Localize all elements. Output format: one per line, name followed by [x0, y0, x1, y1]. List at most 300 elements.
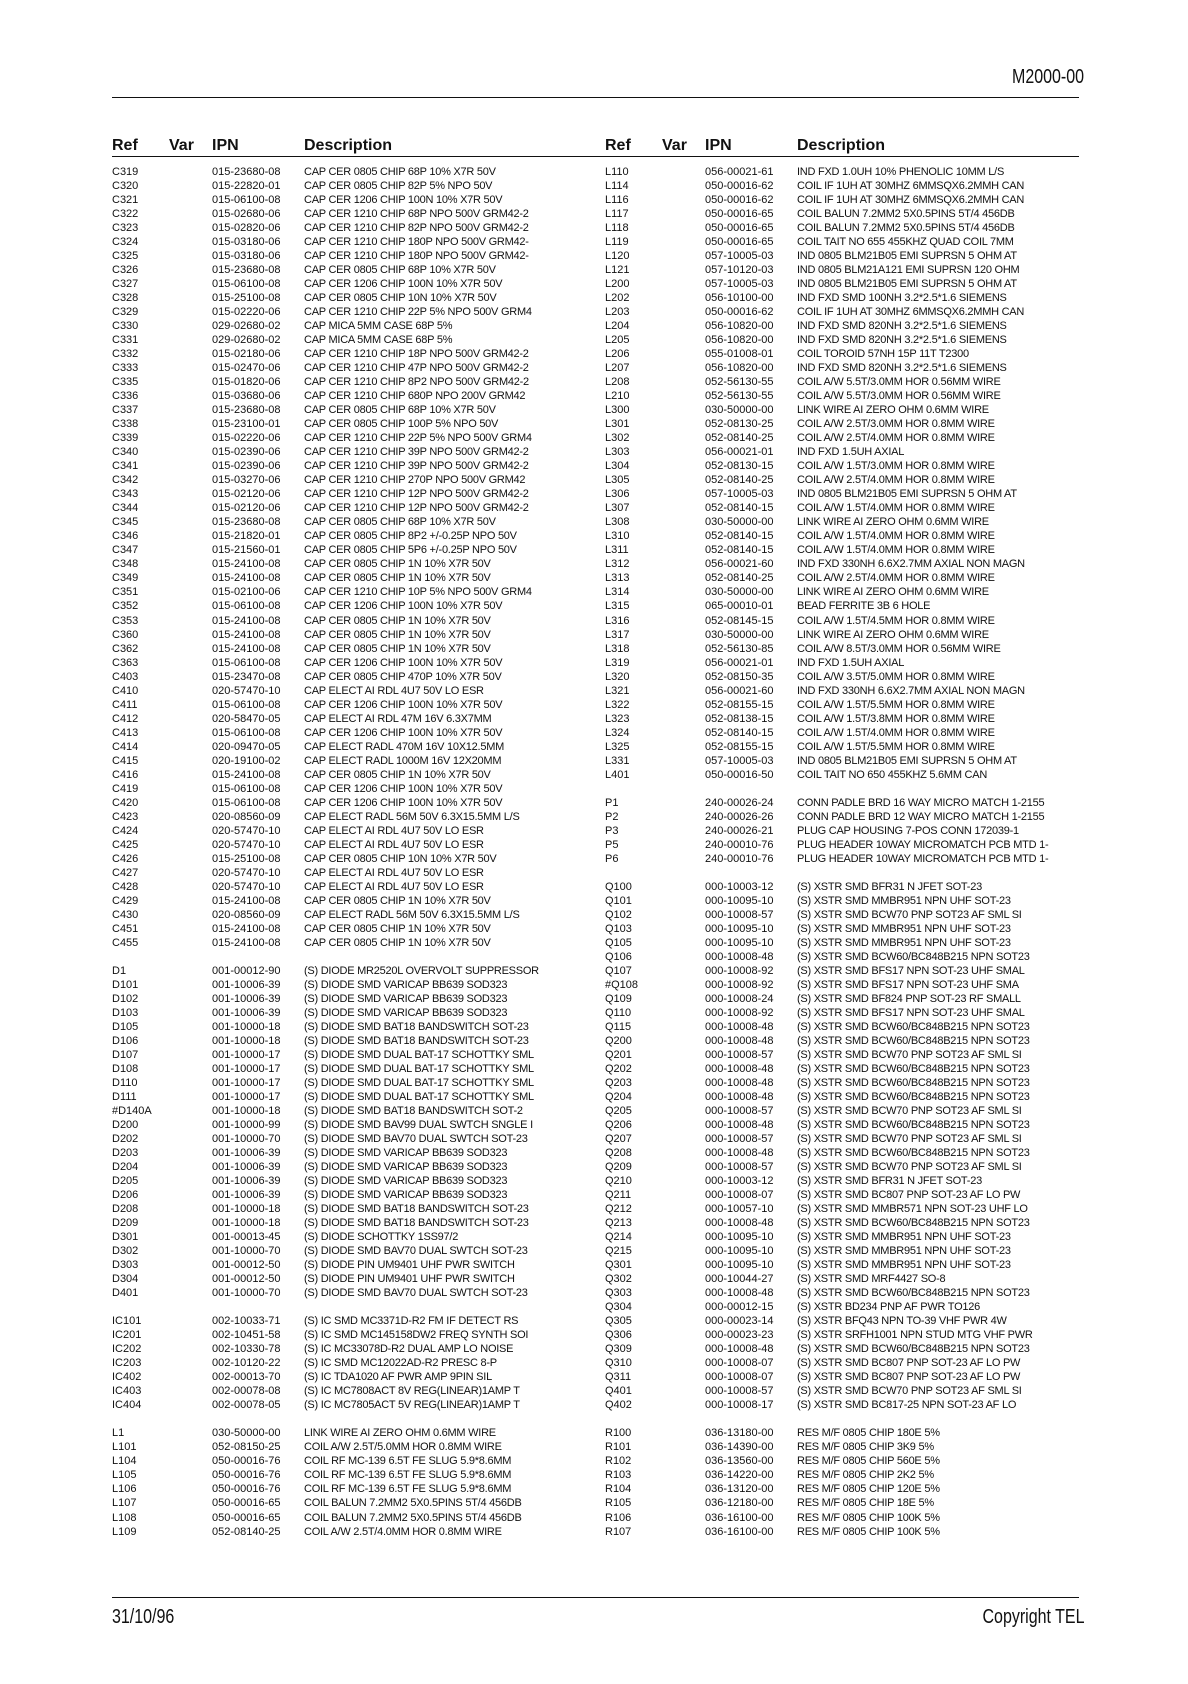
- table-row: [112, 1216, 597, 1230]
- table-row: [605, 852, 1090, 866]
- part-ref: L302: [605, 432, 630, 445]
- part-var: [662, 992, 705, 1006]
- part-var: [662, 1076, 705, 1090]
- part-ipn: 002-10120-22: [212, 1357, 281, 1370]
- table-row: [605, 908, 1090, 922]
- part-ipn: 050-00016-76: [212, 1469, 281, 1482]
- part-var: [662, 165, 705, 179]
- table-row: [112, 193, 597, 207]
- part-ipn: 015-02180-06: [212, 348, 281, 361]
- part-ipn: 052-08145-15: [705, 614, 774, 627]
- part-ipn: 001-10000-18: [212, 1203, 281, 1216]
- part-description: (S) IC SMD MC145158DW2 FREQ SYNTH SOI: [304, 1329, 529, 1342]
- part-ipn: 000-10008-07: [705, 1357, 774, 1370]
- part-var: [662, 936, 705, 950]
- part-description: COIL A/W 5.5T/3.0MM HOR 0.56MM WIRE: [797, 376, 1001, 389]
- table-row: [112, 557, 597, 571]
- part-var: [662, 515, 705, 529]
- part-var: [662, 1146, 705, 1160]
- part-var: [169, 487, 212, 501]
- part-var: [169, 1370, 212, 1384]
- part-description: CAP CER 1210 CHIP 47P NPO 500V GRM42-2: [304, 362, 529, 375]
- part-ref: Q109: [605, 992, 632, 1005]
- part-var: [662, 712, 705, 726]
- part-ipn: 000-10008-48: [705, 1077, 774, 1090]
- part-var: [169, 1398, 212, 1412]
- part-description: (S) IC MC33078D-R2 DUAL AMP LO NOISE: [304, 1343, 514, 1356]
- table-row: [112, 1496, 597, 1510]
- part-description: CAP CER 0805 CHIP 1N 10% X7R 50V: [304, 936, 491, 949]
- part-ref: L301: [605, 418, 630, 431]
- table-row: [112, 1076, 597, 1090]
- table-row: [605, 445, 1090, 459]
- part-ipn: 050-00016-62: [705, 180, 774, 193]
- part-var: [169, 670, 212, 684]
- part-ref: D302: [112, 1245, 139, 1258]
- part-ref: R102: [605, 1455, 632, 1468]
- part-ref: D203: [112, 1147, 139, 1160]
- part-description: CAP CER 1210 CHIP 22P 5% NPO 500V GRM4: [304, 432, 532, 445]
- part-ref: P2: [605, 810, 619, 823]
- footer-copyright: Copyright TEL: [982, 1606, 1084, 1628]
- part-ref: L316: [605, 614, 630, 627]
- part-ipn: [705, 866, 797, 880]
- part-var: [662, 1244, 705, 1258]
- part-description: IND 0805 BLM21A121 EMI SUPRSN 120 OHM: [797, 264, 1020, 277]
- part-var: [169, 1286, 212, 1300]
- table-row: [605, 978, 1090, 992]
- part-ref: C424: [112, 824, 139, 837]
- part-var: [662, 1384, 705, 1398]
- table-row: [605, 403, 1090, 417]
- part-ref: L207: [605, 362, 630, 375]
- part-ipn: 015-03180-06: [212, 236, 281, 249]
- part-ipn: 015-06100-08: [212, 782, 281, 795]
- part-description: BEAD FERRITE 3B 6 HOLE: [797, 600, 931, 613]
- table-row: [605, 1202, 1090, 1216]
- part-ref: C411: [112, 698, 138, 711]
- part-ipn: 015-06100-08: [212, 194, 281, 207]
- part-description: IND 0805 BLM21B05 EMI SUPRSN 5 OHM AT: [797, 488, 1017, 501]
- table-row: [605, 1090, 1090, 1104]
- part-ipn: 000-10008-92: [705, 1006, 774, 1019]
- part-var: [169, 880, 212, 894]
- part-ipn: 036-13180-00: [705, 1427, 774, 1440]
- part-ipn: 015-06100-08: [212, 796, 281, 809]
- part-var: [662, 950, 705, 964]
- part-var: [662, 1482, 705, 1496]
- part-ref: C430: [112, 908, 139, 921]
- table-row: [605, 1230, 1090, 1244]
- part-description: RES M/F 0805 CHIP 2K2 5%: [797, 1469, 934, 1482]
- table-row: [112, 740, 597, 754]
- part-ipn: 015-06100-08: [212, 278, 281, 291]
- table-row: [605, 291, 1090, 305]
- part-description: PLUG HEADER 10WAY MICROMATCH PCB MTD 1-: [797, 838, 1049, 851]
- table-row: [112, 670, 597, 684]
- part-var: [169, 656, 212, 670]
- part-var: [662, 193, 705, 207]
- part-description: CAP CER 1210 CHIP 39P NPO 500V GRM42-2: [304, 460, 529, 473]
- part-var: [169, 866, 212, 880]
- part-ref: Q203: [605, 1077, 632, 1090]
- part-description: (S) XSTR SMD BCW70 PNP SOT23 AF SML SI: [797, 908, 1022, 921]
- part-var: [169, 1160, 212, 1174]
- part-var: [169, 1118, 212, 1132]
- part-var: [169, 838, 212, 852]
- part-ref: C320: [112, 180, 139, 193]
- header-var: Var: [662, 136, 687, 154]
- part-var: [662, 656, 705, 670]
- part-ref: D108: [112, 1063, 139, 1075]
- part-var: [169, 810, 212, 824]
- part-var: [169, 599, 212, 613]
- table-row: [112, 1146, 597, 1160]
- part-ipn: 020-57470-10: [212, 880, 281, 893]
- table-row: [112, 1286, 597, 1300]
- part-description: CAP ELECT RADL 56M 50V 6.3X15.5MM L/S: [304, 908, 520, 921]
- part-ipn: 036-13120-00: [705, 1483, 774, 1496]
- part-ref: Q204: [605, 1091, 632, 1104]
- part-description: (S) DIODE SMD VARICAP BB639 SOD323: [304, 1189, 508, 1202]
- part-ref: L202: [605, 292, 630, 305]
- part-ipn: 052-08140-25: [705, 474, 774, 487]
- part-ref: L108: [112, 1511, 137, 1524]
- part-var: [169, 179, 212, 193]
- table-row: [605, 557, 1090, 571]
- table-row: [605, 712, 1090, 726]
- table-row: [605, 193, 1090, 207]
- part-var: [662, 810, 705, 824]
- part-ipn: 001-00012-90: [212, 964, 281, 977]
- part-var: [662, 1034, 705, 1048]
- part-ref: IC203: [112, 1357, 142, 1370]
- part-description: COIL A/W 1.5T/5.5MM HOR 0.8MM WIRE: [797, 740, 995, 753]
- part-var: [662, 1090, 705, 1104]
- part-ref: R101: [605, 1441, 632, 1454]
- table-row: [605, 1440, 1090, 1454]
- table-row: [112, 571, 597, 585]
- part-ipn: 001-10000-18: [212, 1034, 281, 1047]
- part-ref: Q301: [605, 1259, 632, 1272]
- part-ipn: 056-00021-60: [705, 684, 774, 697]
- table-row: [112, 389, 597, 403]
- part-ref: IC402: [112, 1371, 142, 1384]
- part-var: [169, 936, 212, 950]
- part-ref: D110: [112, 1077, 138, 1090]
- table-row: [605, 1160, 1090, 1174]
- part-ref: L119: [605, 236, 629, 249]
- part-var: [662, 529, 705, 543]
- table-row: [605, 1426, 1090, 1440]
- part-var: [662, 389, 705, 403]
- part-ref: D1: [112, 964, 127, 977]
- part-description: CAP CER 0805 CHIP 68P 10% X7R 50V: [304, 516, 496, 529]
- part-ipn: 015-21560-01: [212, 544, 281, 557]
- part-var: [662, 347, 705, 361]
- table-row: [112, 1202, 597, 1216]
- table-row: [112, 1412, 597, 1426]
- table-row: [605, 389, 1090, 403]
- part-var: [169, 515, 212, 529]
- part-var: [662, 670, 705, 684]
- table-row: [112, 922, 597, 936]
- part-description: COIL A/W 1.5T/4.0MM HOR 0.8MM WIRE: [797, 530, 995, 543]
- part-var: [169, 1454, 212, 1468]
- table-row: [605, 1132, 1090, 1146]
- table-row: [605, 838, 1090, 852]
- part-ref: L312: [605, 558, 630, 571]
- part-var: [169, 403, 212, 417]
- part-var: [662, 207, 705, 221]
- table-row: [605, 740, 1090, 754]
- part-ref: C343: [112, 488, 139, 501]
- part-ipn: 052-08140-25: [212, 1525, 281, 1538]
- table-row: [112, 1525, 597, 1539]
- part-var: [662, 740, 705, 754]
- part-var: [169, 1146, 212, 1160]
- part-ref: C428: [112, 880, 139, 893]
- part-ipn: 001-10006-39: [212, 1006, 281, 1019]
- part-description: (S) XSTR SMD BC817-25 NPN SOT-23 AF LO: [797, 1399, 1017, 1412]
- part-var: [662, 796, 705, 810]
- table-row: [112, 585, 597, 599]
- part-ref: [605, 782, 662, 796]
- part-ref: Q215: [605, 1245, 632, 1258]
- table-row: [112, 221, 597, 235]
- table-row: [605, 487, 1090, 501]
- part-var: [662, 501, 705, 515]
- part-ref: Q304: [605, 1301, 632, 1314]
- part-description: (S) XSTR SMD BCW60/BC848B215 NPN SOT23: [797, 1343, 1030, 1356]
- part-ipn: 052-56130-55: [705, 390, 774, 403]
- table-row: [112, 628, 597, 642]
- part-ref: C455: [112, 936, 139, 949]
- part-var: [662, 1496, 705, 1510]
- part-ref: L320: [605, 670, 630, 683]
- part-var: [169, 964, 212, 978]
- part-ref: L315: [605, 600, 630, 613]
- part-var: [169, 894, 212, 908]
- part-var: [662, 305, 705, 319]
- part-ipn: 030-50000-00: [705, 516, 774, 529]
- part-description: CAP CER 0805 CHIP 68P 10% X7R 50V: [304, 166, 496, 178]
- part-ref: L118: [605, 222, 629, 235]
- part-ref: L210: [605, 390, 630, 403]
- part-var: [662, 277, 705, 291]
- table-row: [112, 417, 597, 431]
- part-ipn: 056-10100-00: [705, 292, 774, 305]
- part-description: [797, 1412, 1090, 1426]
- table-row: [605, 1034, 1090, 1048]
- part-ref: L208: [605, 376, 630, 389]
- part-ref: IC201: [112, 1329, 142, 1342]
- part-ipn: 015-23470-08: [212, 670, 281, 683]
- part-description: [304, 1300, 597, 1314]
- part-var: [169, 193, 212, 207]
- part-description: (S) XSTR SMD MMBR951 NPN UHF SOT-23: [797, 1259, 1011, 1272]
- part-var: [169, 1244, 212, 1258]
- part-var: [662, 1174, 705, 1188]
- part-description: COIL A/W 2.5T/4.0MM HOR 0.8MM WIRE: [797, 572, 995, 585]
- part-description: CAP ELECT RADL 1000M 16V 12X20MM: [304, 754, 502, 767]
- column-header-rule: [112, 156, 1079, 157]
- parts-column-left: [112, 135, 597, 1538]
- part-var: [662, 1398, 705, 1412]
- part-ipn: 052-56130-55: [705, 376, 774, 389]
- part-ipn: 001-10006-39: [212, 1189, 281, 1202]
- part-var: [169, 1034, 212, 1048]
- part-var: [662, 599, 705, 613]
- part-description: (S) DIODE SMD BAT18 BANDSWITCH SOT-23: [304, 1217, 529, 1230]
- part-var: [662, 375, 705, 389]
- part-ipn: 001-10000-17: [212, 1091, 281, 1104]
- part-ref: D209: [112, 1217, 139, 1230]
- part-ipn: 000-10008-57: [705, 1161, 774, 1174]
- part-ref: C403: [112, 670, 139, 683]
- part-ipn: 015-21820-01: [212, 530, 281, 543]
- part-var: [662, 684, 705, 698]
- table-row: [112, 1468, 597, 1482]
- part-description: PLUG CAP HOUSING 7-POS CONN 172039-1: [797, 824, 1019, 837]
- part-var: [662, 964, 705, 978]
- part-description: (S) DIODE SMD DUAL BAT-17 SCHOTTKY SML: [304, 1063, 534, 1075]
- part-description: CAP CER 1210 CHIP 180P NPO 500V GRM42-: [304, 236, 529, 249]
- part-ref: C351: [112, 586, 139, 599]
- table-row: [112, 1258, 597, 1272]
- part-ipn: 015-25100-08: [212, 852, 281, 865]
- part-ipn: [212, 1300, 304, 1314]
- part-ipn: 000-10008-57: [705, 1048, 774, 1061]
- part-ref: L324: [605, 726, 630, 739]
- part-var: [662, 473, 705, 487]
- part-ipn: 030-50000-00: [705, 586, 774, 599]
- part-ipn: 050-00016-65: [212, 1511, 281, 1524]
- part-description: (S) XSTR SMD BFS17 NPN SOT-23 UHF SMAL: [797, 964, 1025, 977]
- part-ref: Q200: [605, 1034, 632, 1047]
- part-ref: Q402: [605, 1399, 632, 1412]
- header-ref: Ref: [605, 136, 631, 154]
- table-row: [112, 375, 597, 389]
- part-ref: C415: [112, 754, 139, 767]
- part-var: [662, 1426, 705, 1440]
- part-description: CAP ELECT AI RDL 4U7 50V LO ESR: [304, 684, 484, 697]
- part-var: [169, 459, 212, 473]
- part-var: [169, 642, 212, 656]
- part-var: [169, 1188, 212, 1202]
- part-ref: L101: [112, 1441, 137, 1454]
- part-ref: C333: [112, 362, 139, 375]
- part-ref: C426: [112, 852, 139, 865]
- table-row: [112, 473, 597, 487]
- table-row: [112, 1384, 597, 1398]
- table-row: [605, 1412, 1090, 1426]
- part-ipn: 057-10005-03: [705, 250, 774, 263]
- part-ipn: 002-10451-58: [212, 1329, 281, 1342]
- part-description: COIL A/W 1.5T/3.8MM HOR 0.8MM WIRE: [797, 712, 995, 725]
- table-row: [112, 501, 597, 515]
- part-ref: C349: [112, 572, 139, 585]
- part-ipn: 000-10008-57: [705, 1105, 774, 1118]
- part-ipn: 000-10095-10: [705, 936, 774, 949]
- part-ref: #D140A: [112, 1105, 152, 1118]
- part-var: [662, 1314, 705, 1328]
- part-ipn: 000-10008-17: [705, 1399, 774, 1412]
- part-ipn: 050-00016-65: [212, 1497, 281, 1510]
- part-ipn: 057-10005-03: [705, 754, 774, 767]
- part-var: [662, 614, 705, 628]
- table-row: [605, 431, 1090, 445]
- part-var: [662, 249, 705, 263]
- table-row: [605, 529, 1090, 543]
- part-ipn: 000-10008-57: [705, 908, 774, 921]
- part-var: [169, 389, 212, 403]
- part-ipn: 000-10008-48: [705, 1119, 774, 1132]
- table-row: [112, 431, 597, 445]
- table-row: [112, 1020, 597, 1034]
- part-ref: D401: [112, 1287, 139, 1300]
- part-ref: L306: [605, 488, 630, 501]
- part-ref: R106: [605, 1511, 632, 1524]
- part-ipn: 240-00026-24: [705, 796, 774, 809]
- part-ref: C335: [112, 376, 139, 389]
- part-description: COIL A/W 1.5T/3.0MM HOR 0.8MM WIRE: [797, 460, 995, 473]
- part-ipn: 052-08140-25: [705, 432, 774, 445]
- part-var: [169, 1258, 212, 1272]
- table-row: [112, 642, 597, 656]
- table-row: [112, 543, 597, 557]
- table-row: [605, 1272, 1090, 1286]
- part-description: CAP CER 0805 CHIP 82P 5% NPO 50V: [304, 180, 493, 193]
- part-ipn: 240-00026-26: [705, 810, 774, 823]
- table-row: [605, 992, 1090, 1006]
- part-ipn: 000-10095-10: [705, 894, 774, 907]
- part-ref: Q102: [605, 908, 632, 921]
- part-ref: Q401: [605, 1385, 632, 1398]
- table-row: [605, 473, 1090, 487]
- part-var: [662, 1525, 705, 1539]
- part-var: [662, 235, 705, 249]
- table-row: [112, 936, 597, 950]
- part-ipn: 052-08140-15: [705, 530, 774, 543]
- table-row: [112, 964, 597, 978]
- part-ipn: 065-00010-01: [705, 600, 774, 613]
- part-description: (S) DIODE SMD VARICAP BB639 SOD323: [304, 1006, 508, 1019]
- part-var: [169, 1202, 212, 1216]
- part-ipn: 030-50000-00: [212, 1427, 281, 1440]
- part-ref: Q306: [605, 1329, 632, 1342]
- part-ipn: 057-10120-03: [705, 264, 774, 277]
- part-description: RES M/F 0805 CHIP 120E 5%: [797, 1483, 940, 1496]
- part-description: (S) XSTR SMD BCW70 PNP SOT23 AF SML SI: [797, 1133, 1022, 1146]
- part-ipn: 001-10000-70: [212, 1287, 281, 1300]
- part-ipn: 030-50000-00: [705, 404, 774, 417]
- part-description: COIL A/W 2.5T/5.0MM HOR 0.8MM WIRE: [304, 1441, 502, 1454]
- part-ipn: 000-10008-48: [705, 1063, 774, 1075]
- part-ipn: 001-10000-17: [212, 1077, 281, 1090]
- table-row: [605, 235, 1090, 249]
- table-row: [112, 487, 597, 501]
- part-ref: D202: [112, 1133, 139, 1146]
- part-ref: D107: [112, 1048, 139, 1061]
- part-description: (S) XSTR SMD MMBR951 NPN UHF SOT-23: [797, 936, 1011, 949]
- part-ref: D111: [112, 1091, 137, 1104]
- part-var: [662, 1440, 705, 1454]
- part-ipn: 015-24100-08: [212, 572, 281, 585]
- part-description: (S) XSTR SMD BCW60/BC848B215 NPN SOT23: [797, 1287, 1030, 1300]
- part-var: [169, 1132, 212, 1146]
- part-description: RES M/F 0805 CHIP 18E 5%: [797, 1497, 934, 1510]
